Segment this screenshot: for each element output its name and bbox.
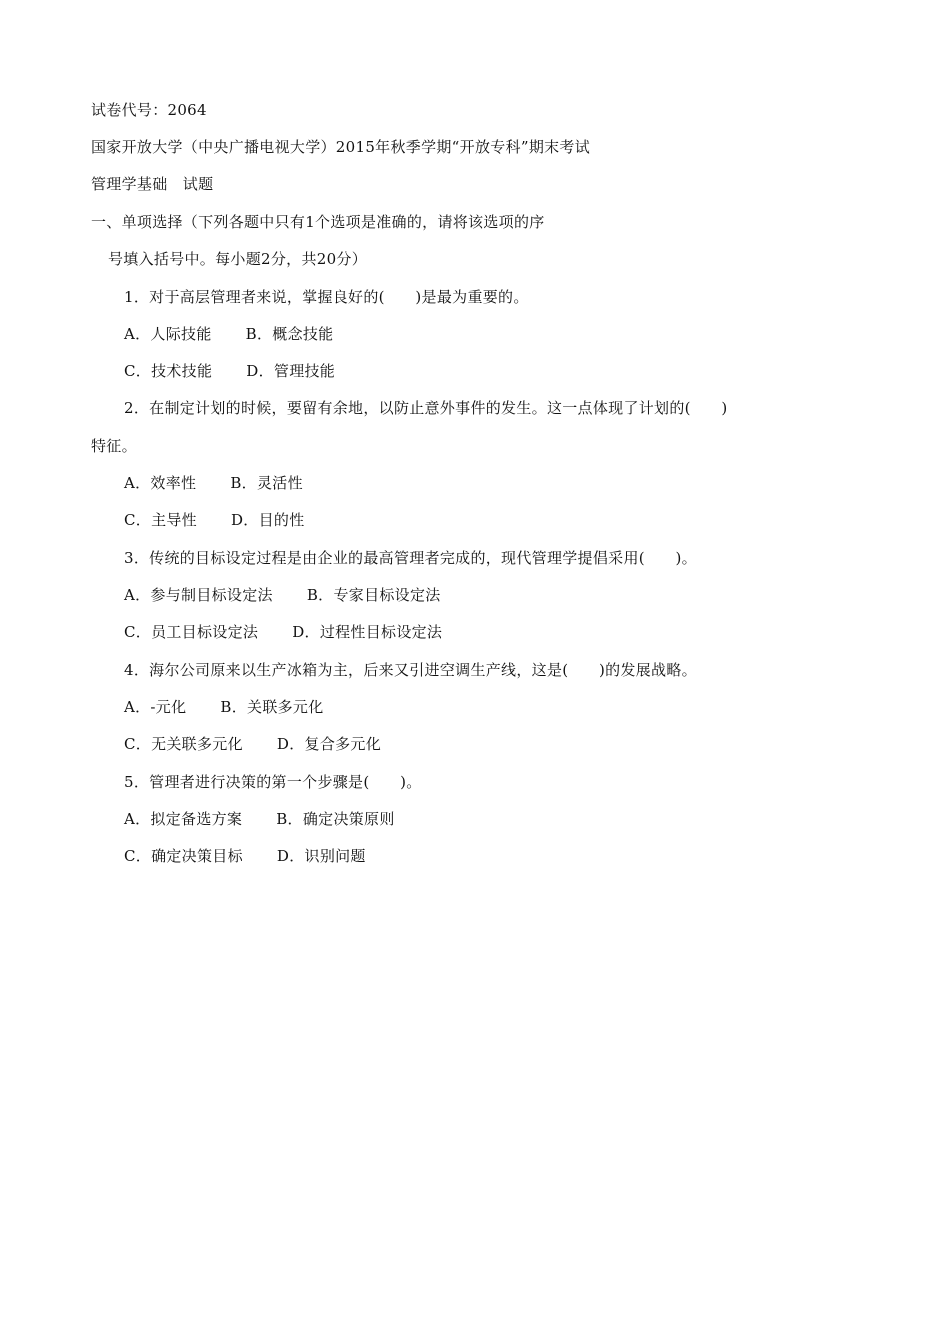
exam-title: 国家开放大学（中央广播电视大学）2015年秋季学期“开放专科”期末考试 (91, 138, 591, 156)
question-1-option-d: D．管理技能 (246, 362, 336, 380)
question-5-option-b: B．确定决策原则 (276, 810, 395, 828)
question-3-option-c: C．员工目标设定法 (124, 623, 259, 641)
question-2-option-b: B．灵活性 (230, 474, 303, 492)
question-1-option-c: C．技术技能 (124, 362, 213, 380)
question-3-option-b: B．专家目标设定法 (306, 586, 441, 604)
question-5-options-row2 (124, 846, 366, 866)
question-1-option-b: B．概念技能 (245, 325, 334, 343)
question-2-option-d: D．目的性 (230, 511, 305, 529)
question-2-stem: 2．在制定计划的时候，要留有余地，以防止意外事件的发生。这一点体现了计划的( ) (124, 399, 728, 417)
question-4-option-c: C．无关联多元化 (124, 735, 243, 753)
question-2-options-row1 (124, 473, 303, 493)
question-2-options-row2 (124, 510, 305, 530)
question-4-options-row1 (124, 697, 324, 717)
question-2-option-a: A．效率性 (124, 474, 197, 492)
question-1-options-row2 (124, 361, 335, 381)
question-3-options-row1 (124, 585, 441, 605)
question-3-options-row2 (124, 622, 442, 642)
paper-code: 试卷代号：2064 (91, 101, 207, 119)
question-4-option-a: A．-元化 (124, 698, 187, 716)
subject-title: 管理学基础 试题 (91, 175, 214, 193)
question-4-option-d: D．复合多元化 (276, 735, 382, 753)
section-title-line2: 号填入括号中。每小题2分，共20分） (108, 250, 368, 268)
question-5-option-c: C．确定决策目标 (124, 847, 243, 865)
question-5-options-row1 (124, 809, 395, 829)
question-5-option-a: A．拟定备选方案 (124, 810, 243, 828)
question-1-options-row1 (124, 324, 333, 344)
question-5-option-d: D．识别问题 (276, 847, 366, 865)
question-1-option-a: A．人际技能 (124, 325, 212, 343)
question-4-option-b: B．关联多元化 (220, 698, 324, 716)
question-4-options-row2 (124, 734, 381, 754)
question-3-stem: 3．传统的目标设定过程是由企业的最高管理者完成的，现代管理学提倡采用( )。 (124, 549, 697, 567)
question-2-stem-continued: 特征。 (91, 437, 137, 455)
question-1-stem: 1．对于高层管理者来说，掌握良好的( )是最为重要的。 (124, 288, 529, 306)
question-4-stem: 4．海尔公司原来以生产冰箱为主，后来又引进空调生产线，这是( )的发展战略。 (124, 661, 697, 679)
question-3-option-a: A．参与制目标设定法 (124, 586, 273, 604)
section-title-line1: 一、单项选择（下列各题中只有1个选项是准确的，请将该选项的序 (91, 213, 545, 231)
question-3-option-d: D．过程性目标设定法 (292, 623, 443, 641)
question-5-stem: 5．管理者进行决策的第一个步骤是( )。 (124, 773, 422, 791)
question-2-option-c: C．主导性 (124, 511, 197, 529)
